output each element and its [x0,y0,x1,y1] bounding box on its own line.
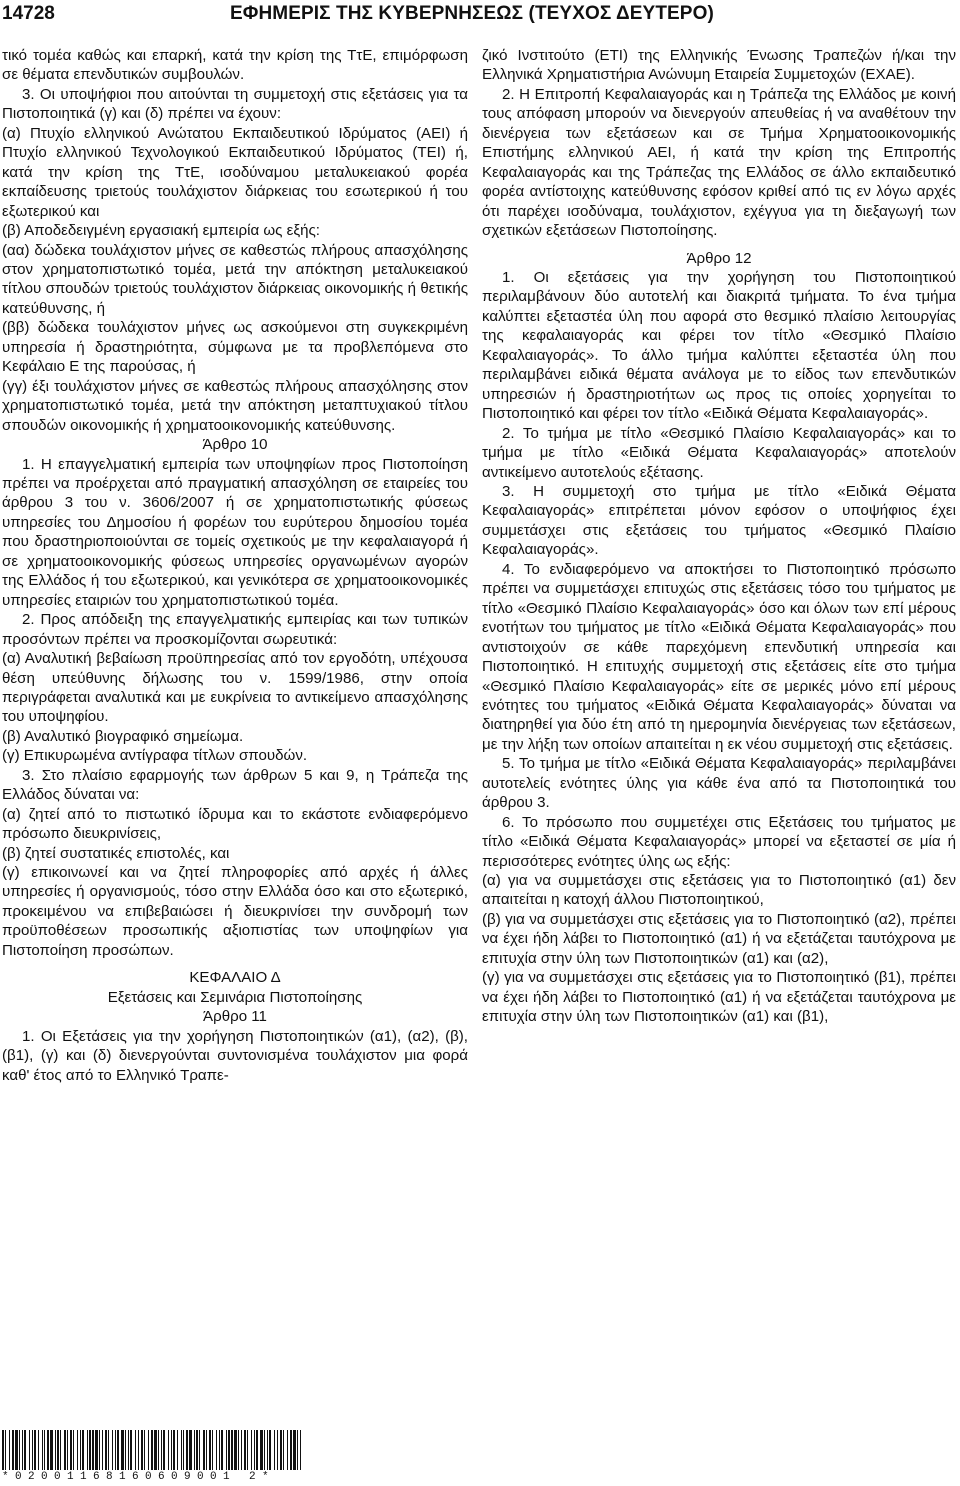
paragraph: (ββ) δώδεκα τουλάχιστον μήνες ως ασκούμενοι στη συγκεκριμένη υπηρεσία ή δραστηριότητα, σύμφωνα με τα προβλεπόμενα στο Κεφάλαιο Ε της παρούσας, ή [2,319,468,376]
heading: Άρθρο 10 [202,436,268,454]
heading: Άρθρο 11 [203,1008,267,1026]
paragraph: 1. Η επαγγελματική εμπειρία των υποψηφίων προς Πιστοποίηση πρέπει να προέρχεται από πραγματική απασχόληση σε εταιρείες του άρθρου 3 του ν. 3606/2007 ή σε χρηματοπιστωτικής φύσεως υπηρεσίες του Δημοσίου ή φορέων του ευρύτερου δημοσίου τομέα που δραστηριοποιούνται σε τομείς σχετικούς με την κεφαλαιαγορά ή σε χρηματοοικονομικής φύσεως υπηρεσίες οργανωμένων αγορών της Ελλάδος ή του εξωτερικού, και γενικότερα σε χρηματοοικονομικές υπηρεσίες εταιριών του χρηματοπιστωτικού τομέα. [2,455,468,609]
paragraph: ζικό Ινστιτούτο (ΕΤΙ) της Ελληνικής Ένωσης Τραπεζών ή/και την Ελληνικά Χρηματιστήρια Ανώνυμη Εταιρεία Συμμετοχών (ΕΧΑΕ). [482,47,956,84]
paragraph: 2. Το τμήμα με τίτλο «Θεσμικό Πλαίσιο Κεφαλαιαγοράς» και το τμήμα με τίτλο «Ειδικά Θέματα Κεφαλαιαγοράς» αποτελούν αντικείμενο αυτοτελούς εξέτασης. [482,424,956,481]
paragraph: (α) Πτυχίο ελληνικού Ανώτατου Εκπαιδευτικού Ιδρύματος (ΑΕΙ) ή Πτυχίο ελληνικού Τεχνολογικού Εκπαιδευτικού Ιδρύματος (ΤΕΙ) ή, κατά την κρίση της ΤτΕ, ισοδύναμου μεταλυκειακού φορέα εκπαίδευσης τριετούς τουλάχιστον διάρκειας του εσωτερικού ή του εξωτερικού και [2,124,468,220]
paragraph: (β) Αναλυτικό βιογραφικό σημείωμα. [2,727,244,745]
heading: Εξετάσεις και Σεμινάρια Πιστοποίησης [107,988,363,1006]
paragraph: (α) ζητεί από το πιστωτικό ίδρυμα και το εκάστοτε ενδιαφερόμενο πρόσωπο διευκρινίσεις, [2,805,468,843]
right-text-column [482,46,956,1027]
paragraph: 1. Οι Εξετάσεις για την χορήγηση Πιστοποιητικών (α1), (α2), (β), (β1), (γ) και (δ) διενεργούνται συντονισμένα τουλάχιστον μια φορά καθ' έτος από το Ελληνικό Τραπε- [2,1027,468,1084]
left-text-column [2,46,468,1085]
barcode-text: *02001168160609001 2* [2,1471,276,1483]
page-number: 14728 [2,3,55,24]
paragraph: (γγ) έξι τουλάχιστον μήνες σε καθεστώς πλήρους απασχόλησης στον χρηματοπιστωτικό τομέα, μετά την απόκτηση μεταπτυχιακού τίτλου σπουδών οικονομικής ή χρηματοοικονομικής κατεύθυνσης. [2,377,468,434]
paragraph: (αα) δώδεκα τουλάχιστον μήνες σε καθεστώς πλήρους απασχόλησης στον χρηματοπιστωτικό τομέα, μετά την απόκτηση μεταλυκειακού τίτλου σπουδών τριετούς τουλάχιστον διάρκειας οικονομικής ή θετικής κατεύθυνσης, ή [2,241,468,317]
paragraph: (β) για να συμμετάσχει στις εξετάσεις για το Πιστοποιητικό (α2), πρέπει να έχει ήδη λάβει το Πιστοποιητικό (α1) ή να εξετάζεται ταυτόχρονα με επιτυχία στην ύλη των Πιστοποιητικών (α1) και (α2), [482,910,956,967]
paragraph: (γ) Επικυρωμένα αντίγραφα τίτλων σπουδών. [2,747,308,765]
barcode-bars [2,1430,302,1470]
paragraph: (β) ζητεί συστατικές επιστολές, και [2,844,230,862]
paragraph: 3. Οι υποψήφιοι που αιτούνται τη συμμετοχή στις εξετάσεις για τα Πιστοποιητικά (γ) και (δ) πρέπει να έχουν: [2,85,468,123]
paragraph: (β) Αποδεδειγμένη εργασιακή εμπειρία ως εξής: [2,222,320,240]
paragraph: 3. Στο πλαίσιο εφαρμογής των άρθρων 5 και 9, η Τράπεζα της Ελλάδος δύναται να: [2,766,468,804]
paragraph: (α) Αναλυτική βεβαίωση προϋπηρεσίας από τον εργοδότη, υπέχουσα θέση υπεύθυνης δήλωσης του ν. 1599/1986, στην οποία περιγράφεται αναλυτικά και με ευκρίνεια το αντικείμενο απασχόλησης του υποψηφίου. [2,650,468,726]
paragraph: (γ) επικοινωνεί και να ζητεί πληροφορίες από αρχές ή άλλες υπηρεσίες ή οργανισμούς, τόσο στην Ελλάδα όσο και στο εξωτερικό, προκειμένου να επιβεβαιώσει ή διευκρινίσει την συνδρομή των προϋποθέσεων προσωπικής αξιοπιστίας των υποψηφίων για Πιστοποίηση προσώπων. [2,864,468,959]
journal-title: ΕΦΗΜΕΡΙΣ ΤΗΣ ΚΥΒΕΡΝΗΣΕΩΣ (ΤΕΥΧΟΣ ΔΕΥΤΕΡΟ) [230,3,714,24]
barcode [2,1430,302,1484]
paragraph: τικό τομέα καθώς και επαρκή, κατά την κρίση της ΤτΕ, επιμόρφωση σε θέματα επενδυτικών συμβουλών. [2,47,468,84]
page-header [0,0,960,30]
paragraph: (γ) για να συμμετάσχει στις εξετάσεις για το Πιστοποιητικό (β1), πρέπει να έχει ήδη λάβει το Πιστοποιητικό (α1) ή να εξετάζεται ταυτόχρονα με επιτυχία στην ύλη των Πιστοποιητικών (α1) και (β1), [482,969,956,1026]
heading: Άρθρο 12 [686,249,752,267]
paragraph: 1. Οι εξετάσεις για την χορήγηση του Πιστοποιητικού περιλαμβάνουν δύο αυτοτελή και διακριτά τμήματα. Το ένα τμήμα καλύπτει εξεταστέα ύλη που αφορά στο θεσμικό πλαίσιο λειτουργίας της κεφαλαιαγοράς και φέρει τον τίτλο «Θεσμικό Πλαίσιο Κεφαλαιαγοράς». Το άλλο τμήμα καλύπτει εξεταστέα ύλη που περιλαμβάνει ειδικά θέματα ανάλογα με το είδος των επενδυτικών υπηρεσιών ή δραστηριοτήτων ως προς τις οποίες χορηγείται το Πιστοποιητικό και φέρει τον τίτλο «Ειδικά Θέματα Κεφαλαιαγοράς». [482,268,956,423]
paragraph: 5. Το τμήμα με τίτλο «Ειδικά Θέματα Κεφαλαιαγοράς» περιλαμβάνει αυτοτελείς ενότητες ύλης για κάθε ένα από τα Πιστοποιητικά του άρθρου 3. [482,755,956,812]
paragraph: 4. Το ενδιαφερόμενο να αποκτήσει το Πιστοποιητικό πρόσωπο πρέπει να συμμετάσχει επιτυχώς στις εξετάσεις τόσο του τμήματος με τίτλο «Θεσμικό Πλαίσιο Κεφαλαιαγοράς» όσο και όλων των επί μέρους ενοτήτων του τμήματος με τίτλο «Ειδικά Θέματα Κεφαλαιαγοράς» που αντιστοιχούν σε κάθε παρεχόμενη επενδυτική υπηρεσία και Πιστοποιητικό. Η επιτυχής συμμετοχή στις εξετάσεις είτε στο τμήμα «Θεσμικό Πλαίσιο Κεφαλαιαγοράς» είτε σε μερικές μόνο επί μέρους ενότητες του τμήματος «Ειδικά Θέματα Κεφαλαιαγοράς» δύναται να διατηρηθεί για δύο έτη από τη ημερομηνία διενέργειας των εξετάσεων, με την λήξη των οποίων απαιτείται η εκ νέου συμμετοχή στις εξετάσεις. [482,560,956,753]
paragraph: (α) για να συμμετάσχει στις εξετάσεις για το Πιστοποιητικό (α1) δεν απαιτείται η κατοχή άλλου Πιστοποιητικού, [482,872,956,909]
paragraph: 6. Το πρόσωπο που συμμετέχει στις Εξετάσεις του τμήματος με τίτλο «Ειδικά Θέματα Κεφαλαιαγοράς» μπορεί να εξεταστεί σε μία ή περισσότερες ενότητες ύλης ως εξής: [482,813,956,870]
paragraph: 3. Η συμμετοχή στο τμήμα με τίτλο «Ειδικά Θέματα Κεφαλαιαγοράς» επιτρέπεται μόνον εφόσον ο υποψήφιος έχει συμμετάσχει στις εξετάσεις του τμήματος «Θεσμικό Πλαίσιο Κεφαλαιαγοράς». [482,482,956,559]
barcode-bar [301,1430,302,1470]
paragraph: 2. Προς απόδειξη της επαγγελματικής εμπειρίας και των τυπικών προσόντων πρέπει να προσκομίζονται σωρευτικά: [2,611,468,648]
paragraph: 2. Η Επιτροπή Κεφαλαιαγοράς και η Τράπεζα της Ελλάδος με κοινή τους απόφαση μπορούν να διενεργούν απευθείας ή να αναθέτουν την διενέργεια των εξετάσεων και σε Τμήμα Χρηματοοικονομικής Επιστήμης ελληνικού ΑΕΙ, ή κατά την κρίση της Επιτροπής Κεφαλαιαγοράς και της Τράπεζας της Ελλάδος σε άλλο εκπαιδευτικό φορέα αντίστοιχης κατεύθυνσης εφόσον κριθεί από τις εν λόγω αρχές ότι παρέχει ισοδύναμα, τουλάχιστον, εχέγγυα για τη διεξαγωγή των σχετικών εξετάσεων Πιστοποίησης. [482,85,956,240]
heading: ΚΕΦΑΛΑΙΟ Δ [189,969,281,987]
